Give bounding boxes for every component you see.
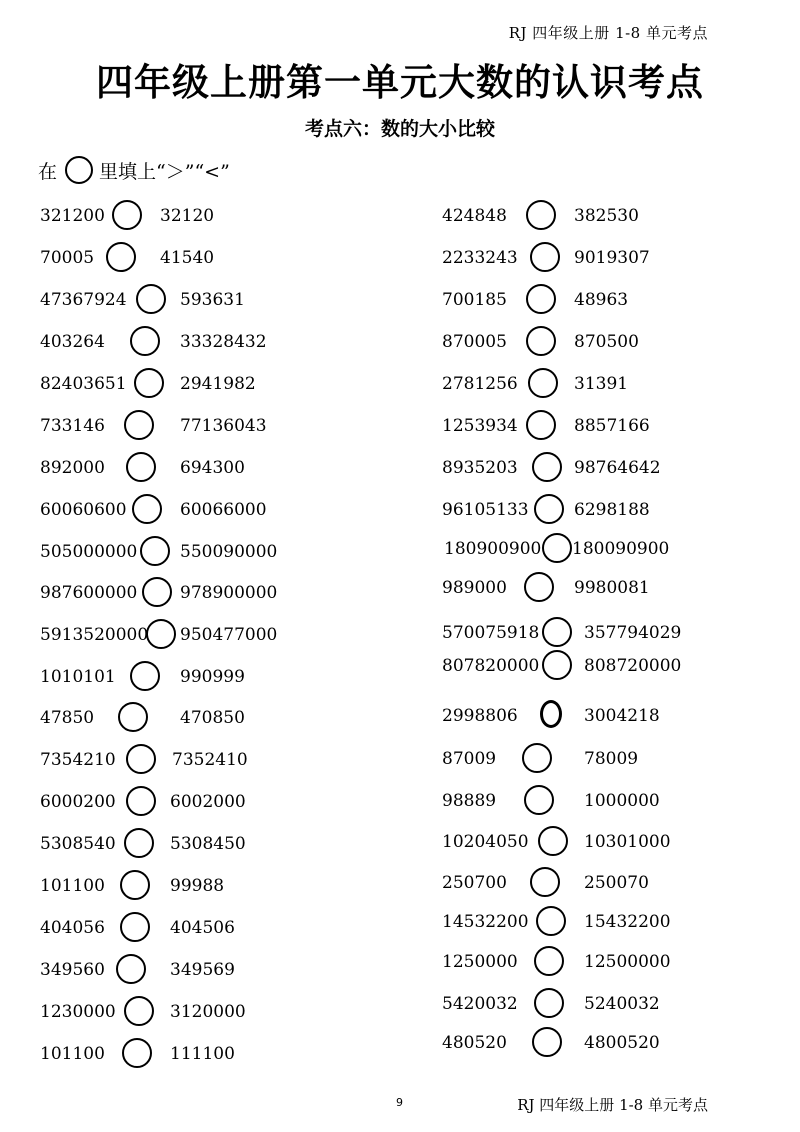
left-number: 1250000 (442, 952, 518, 972)
right-number: 41540 (160, 248, 215, 268)
answer-circle[interactable] (134, 368, 164, 398)
right-number: 4800520 (584, 1033, 660, 1053)
right-number: 99988 (170, 876, 225, 896)
answer-circle[interactable] (122, 1038, 152, 1068)
right-number: 1000000 (584, 791, 660, 811)
answer-circle[interactable] (534, 494, 564, 524)
answer-circle[interactable] (532, 1027, 562, 1057)
header-tag: RJ 四年级上册 1-8 单元考点 (508, 24, 708, 42)
left-number: 807820000 (442, 656, 540, 676)
left-number: 96105133 (442, 500, 529, 520)
answer-circle[interactable] (538, 826, 568, 856)
left-number: 6000200 (40, 792, 116, 812)
left-number: 1010101 (40, 667, 116, 687)
right-number: 7352410 (172, 750, 248, 770)
left-number: 101100 (40, 1044, 105, 1064)
left-number: 403264 (40, 332, 105, 352)
left-number: 8935203 (442, 458, 518, 478)
left-number: 60060600 (40, 500, 127, 520)
right-number: 404506 (170, 918, 235, 938)
right-number: 978900000 (180, 583, 278, 603)
left-number: 14532200 (442, 912, 529, 932)
left-number: 180900900 (444, 539, 542, 559)
right-number: 5308450 (170, 834, 246, 854)
answer-circle[interactable] (120, 912, 150, 942)
right-number: 593631 (180, 290, 245, 310)
answer-circle[interactable] (126, 786, 156, 816)
answer-circle[interactable] (112, 200, 142, 230)
answer-circle[interactable] (532, 452, 562, 482)
right-number: 9980081 (574, 578, 650, 598)
right-number: 31391 (574, 374, 629, 394)
left-number: 82403651 (40, 374, 127, 394)
right-number: 48963 (574, 290, 629, 310)
answer-circle[interactable] (130, 661, 160, 691)
answer-circle[interactable] (528, 368, 558, 398)
instruction-suffix: 里填上“＞”“<” (99, 160, 230, 183)
right-number: 78009 (584, 749, 639, 769)
answer-circle[interactable] (126, 744, 156, 774)
right-number: 8857166 (574, 416, 650, 436)
right-number: 33328432 (180, 332, 267, 352)
answer-circle[interactable] (124, 410, 154, 440)
right-number: 180090900 (572, 539, 670, 559)
right-number: 3004218 (584, 706, 660, 726)
right-number: 382530 (574, 206, 639, 226)
answer-circle[interactable] (124, 828, 154, 858)
left-number: 5420032 (442, 994, 518, 1014)
left-number: 47850 (40, 708, 95, 728)
right-number: 77136043 (180, 416, 267, 436)
left-number: 47367924 (40, 290, 127, 310)
left-number: 10204050 (442, 832, 529, 852)
answer-circle[interactable] (526, 326, 556, 356)
left-number: 870005 (442, 332, 507, 352)
right-number: 9019307 (574, 248, 650, 268)
right-number: 6298188 (574, 500, 650, 520)
right-number: 12500000 (584, 952, 671, 972)
answer-circle[interactable] (522, 743, 552, 773)
left-number: 87009 (442, 749, 497, 769)
right-number: 6002000 (170, 792, 246, 812)
answer-circle[interactable] (524, 572, 554, 602)
left-number: 733146 (40, 416, 105, 436)
right-number: 2941982 (180, 374, 256, 394)
left-number: 404056 (40, 918, 105, 938)
page-title: 四年级上册第一单元大数的认识考点 (96, 60, 704, 104)
right-number: 15432200 (584, 912, 671, 932)
circle-icon (65, 156, 93, 184)
answer-circle[interactable] (116, 954, 146, 984)
right-number: 950477000 (180, 625, 278, 645)
answer-circle[interactable] (130, 326, 160, 356)
left-number: 570075918 (442, 623, 540, 643)
answer-circle[interactable] (534, 988, 564, 1018)
answer-circle[interactable] (118, 702, 148, 732)
section-subtitle: 考点六：数的大小比较 (304, 118, 495, 140)
left-number: 987600000 (40, 583, 138, 603)
left-number: 7354210 (40, 750, 116, 770)
left-number: 2233243 (442, 248, 518, 268)
answer-circle[interactable] (542, 650, 572, 680)
right-number: 10301000 (584, 832, 671, 852)
left-number: 5913520000 (40, 625, 149, 645)
right-number: 470850 (180, 708, 245, 728)
left-number: 989000 (442, 578, 507, 598)
answer-circle[interactable] (530, 242, 560, 272)
page-number: 9 (396, 1096, 403, 1109)
answer-circle[interactable] (536, 906, 566, 936)
left-number: 349560 (40, 960, 105, 980)
footer-tag: RJ 四年级上册 1-8 单元考点 (517, 1096, 708, 1114)
left-number: 480520 (442, 1033, 507, 1053)
instruction (38, 156, 230, 184)
left-number: 1230000 (40, 1002, 116, 1022)
answer-circle[interactable] (542, 617, 572, 647)
left-number: 2998806 (442, 706, 518, 726)
left-number: 700185 (442, 290, 507, 310)
answer-circle[interactable] (526, 410, 556, 440)
answer-circle[interactable] (106, 242, 136, 272)
left-number: 98889 (442, 791, 497, 811)
answer-circle[interactable] (524, 785, 554, 815)
right-number: 3120000 (170, 1002, 246, 1022)
answer-circle[interactable] (136, 284, 166, 314)
answer-circle[interactable] (542, 533, 572, 563)
left-number: 505000000 (40, 542, 138, 562)
answer-circle[interactable] (142, 577, 172, 607)
left-number: 250700 (442, 873, 507, 893)
answer-circle[interactable] (530, 867, 560, 897)
left-number: 2781256 (442, 374, 518, 394)
left-number: 1253934 (442, 416, 518, 436)
right-number: 357794029 (584, 623, 682, 643)
right-number: 694300 (180, 458, 245, 478)
left-number: 101100 (40, 876, 105, 896)
right-number: 250070 (584, 873, 649, 893)
answer-circle[interactable] (126, 452, 156, 482)
answer-circle[interactable] (140, 536, 170, 566)
left-number: 892000 (40, 458, 105, 478)
answer-circle[interactable] (534, 946, 564, 976)
instruction-prefix: 在 (38, 160, 58, 183)
answer-circle[interactable] (120, 870, 150, 900)
right-number: 32120 (160, 206, 215, 226)
answer-circle[interactable] (540, 700, 562, 728)
left-number: 321200 (40, 206, 105, 226)
right-number: 808720000 (584, 656, 682, 676)
right-number: 111100 (170, 1044, 235, 1064)
answer-circle[interactable] (146, 619, 176, 649)
answer-circle[interactable] (526, 284, 556, 314)
left-number: 5308540 (40, 834, 116, 854)
left-number: 70005 (40, 248, 95, 268)
answer-circle[interactable] (132, 494, 162, 524)
right-number: 60066000 (180, 500, 267, 520)
right-number: 990999 (180, 667, 245, 687)
answer-circle[interactable] (526, 200, 556, 230)
right-number: 870500 (574, 332, 639, 352)
answer-circle[interactable] (124, 996, 154, 1026)
left-number: 424848 (442, 206, 507, 226)
right-number: 349569 (170, 960, 235, 980)
right-number: 550090000 (180, 542, 278, 562)
right-number: 5240032 (584, 994, 660, 1014)
right-number: 98764642 (574, 458, 661, 478)
